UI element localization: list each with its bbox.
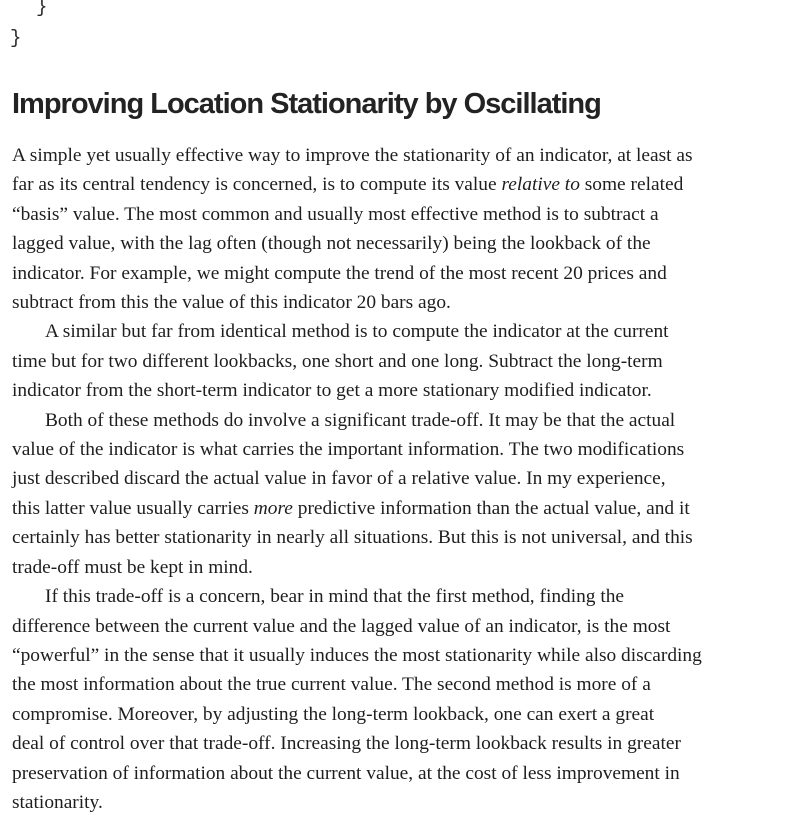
text-run: difference between the current value and the lagged value of an indicator, is the most	[12, 615, 671, 637]
text-line	[12, 729, 787, 758]
text-line	[12, 523, 787, 552]
text-run: deal of control over that trade-off. Increasing the long-term lookback results in greater	[12, 733, 681, 755]
text-line	[12, 641, 787, 670]
text-run: this latter value usually carries	[12, 497, 254, 519]
text-run: some related	[579, 174, 684, 196]
text-line	[12, 759, 787, 788]
text-line	[12, 347, 787, 376]
text-line	[12, 229, 787, 258]
text-line	[12, 259, 787, 288]
text-line	[12, 200, 787, 229]
text-run: indicator. For example, we might compute the trend of the most recent 20 prices and	[12, 262, 667, 284]
text-line	[12, 141, 787, 170]
text-run: stationarity.	[12, 791, 103, 813]
text-run: “basis” value. The most common and usually most effective method is to subtract a	[12, 203, 659, 225]
code-closing-brace-outer: }	[10, 27, 22, 49]
paragraph-4	[12, 582, 787, 817]
text-line	[12, 494, 787, 523]
text-run: A simple yet usually effective way to improve the stationarity of an indicator, at least as	[12, 145, 693, 166]
emphasized-text: more	[253, 497, 293, 519]
text-run: value of the indicator is what carries the important information. The two modifications	[12, 439, 685, 461]
text-run: trade-off must be kept in mind.	[12, 556, 253, 578]
code-closing-brace-inner: }	[36, 0, 48, 18]
section-body	[12, 141, 787, 817]
text-run: the most information about the true current value. The second method is more of a	[12, 674, 651, 696]
text-line	[12, 288, 787, 317]
text-line	[12, 553, 787, 582]
text-line	[12, 317, 787, 346]
text-line	[12, 612, 787, 641]
text-line	[12, 170, 787, 199]
text-run: compromise. Moreover, by adjusting the long-term lookback, one can exert a great	[12, 703, 655, 725]
text-run: A similar but far from identical method is to compute the indicator at the current	[45, 321, 669, 343]
text-line	[12, 464, 787, 493]
text-line	[12, 435, 787, 464]
emphasized-text: relative to	[501, 174, 580, 196]
paragraph-3	[12, 406, 787, 582]
text-run: indicator from the short-term indicator to get a more stationary modified indicator.	[12, 380, 652, 402]
text-run: If this trade-off is a concern, bear in mind that the first method, finding the	[45, 586, 625, 608]
text-run: time but for two different lookbacks, one short and one long. Subtract the long-term	[12, 350, 663, 372]
section-heading: Improving Location Stationarity by Oscillating	[12, 88, 601, 120]
text-run: just described discard the actual value in favor of a relative value. In my experience,	[12, 468, 666, 490]
text-line	[12, 376, 787, 405]
text-line	[12, 582, 787, 611]
text-run: far as its central tendency is concerned, is to compute its value	[12, 174, 502, 196]
paragraph-1	[12, 141, 787, 317]
text-line	[12, 406, 787, 435]
text-run: predictive information than the actual value, and it	[292, 497, 690, 519]
text-run: Both of these methods do involve a significant trade-off. It may be that the actual	[45, 409, 676, 431]
text-line	[12, 788, 787, 817]
text-run: subtract from this the value of this indicator 20 bars ago.	[12, 292, 451, 314]
text-run: lagged value, with the lag often (though not necessarily) being the lookback of the	[12, 233, 651, 255]
text-line	[12, 700, 787, 729]
text-run: certainly has better stationarity in nearly all situations. But this is not universal, and this	[12, 527, 693, 549]
text-line	[12, 670, 787, 699]
text-run: “powerful” in the sense that it usually induces the most stationarity while also discarding	[12, 644, 702, 666]
paragraph-2	[12, 317, 787, 405]
text-run: preservation of information about the current value, at the cost of less improvement in	[12, 762, 680, 784]
